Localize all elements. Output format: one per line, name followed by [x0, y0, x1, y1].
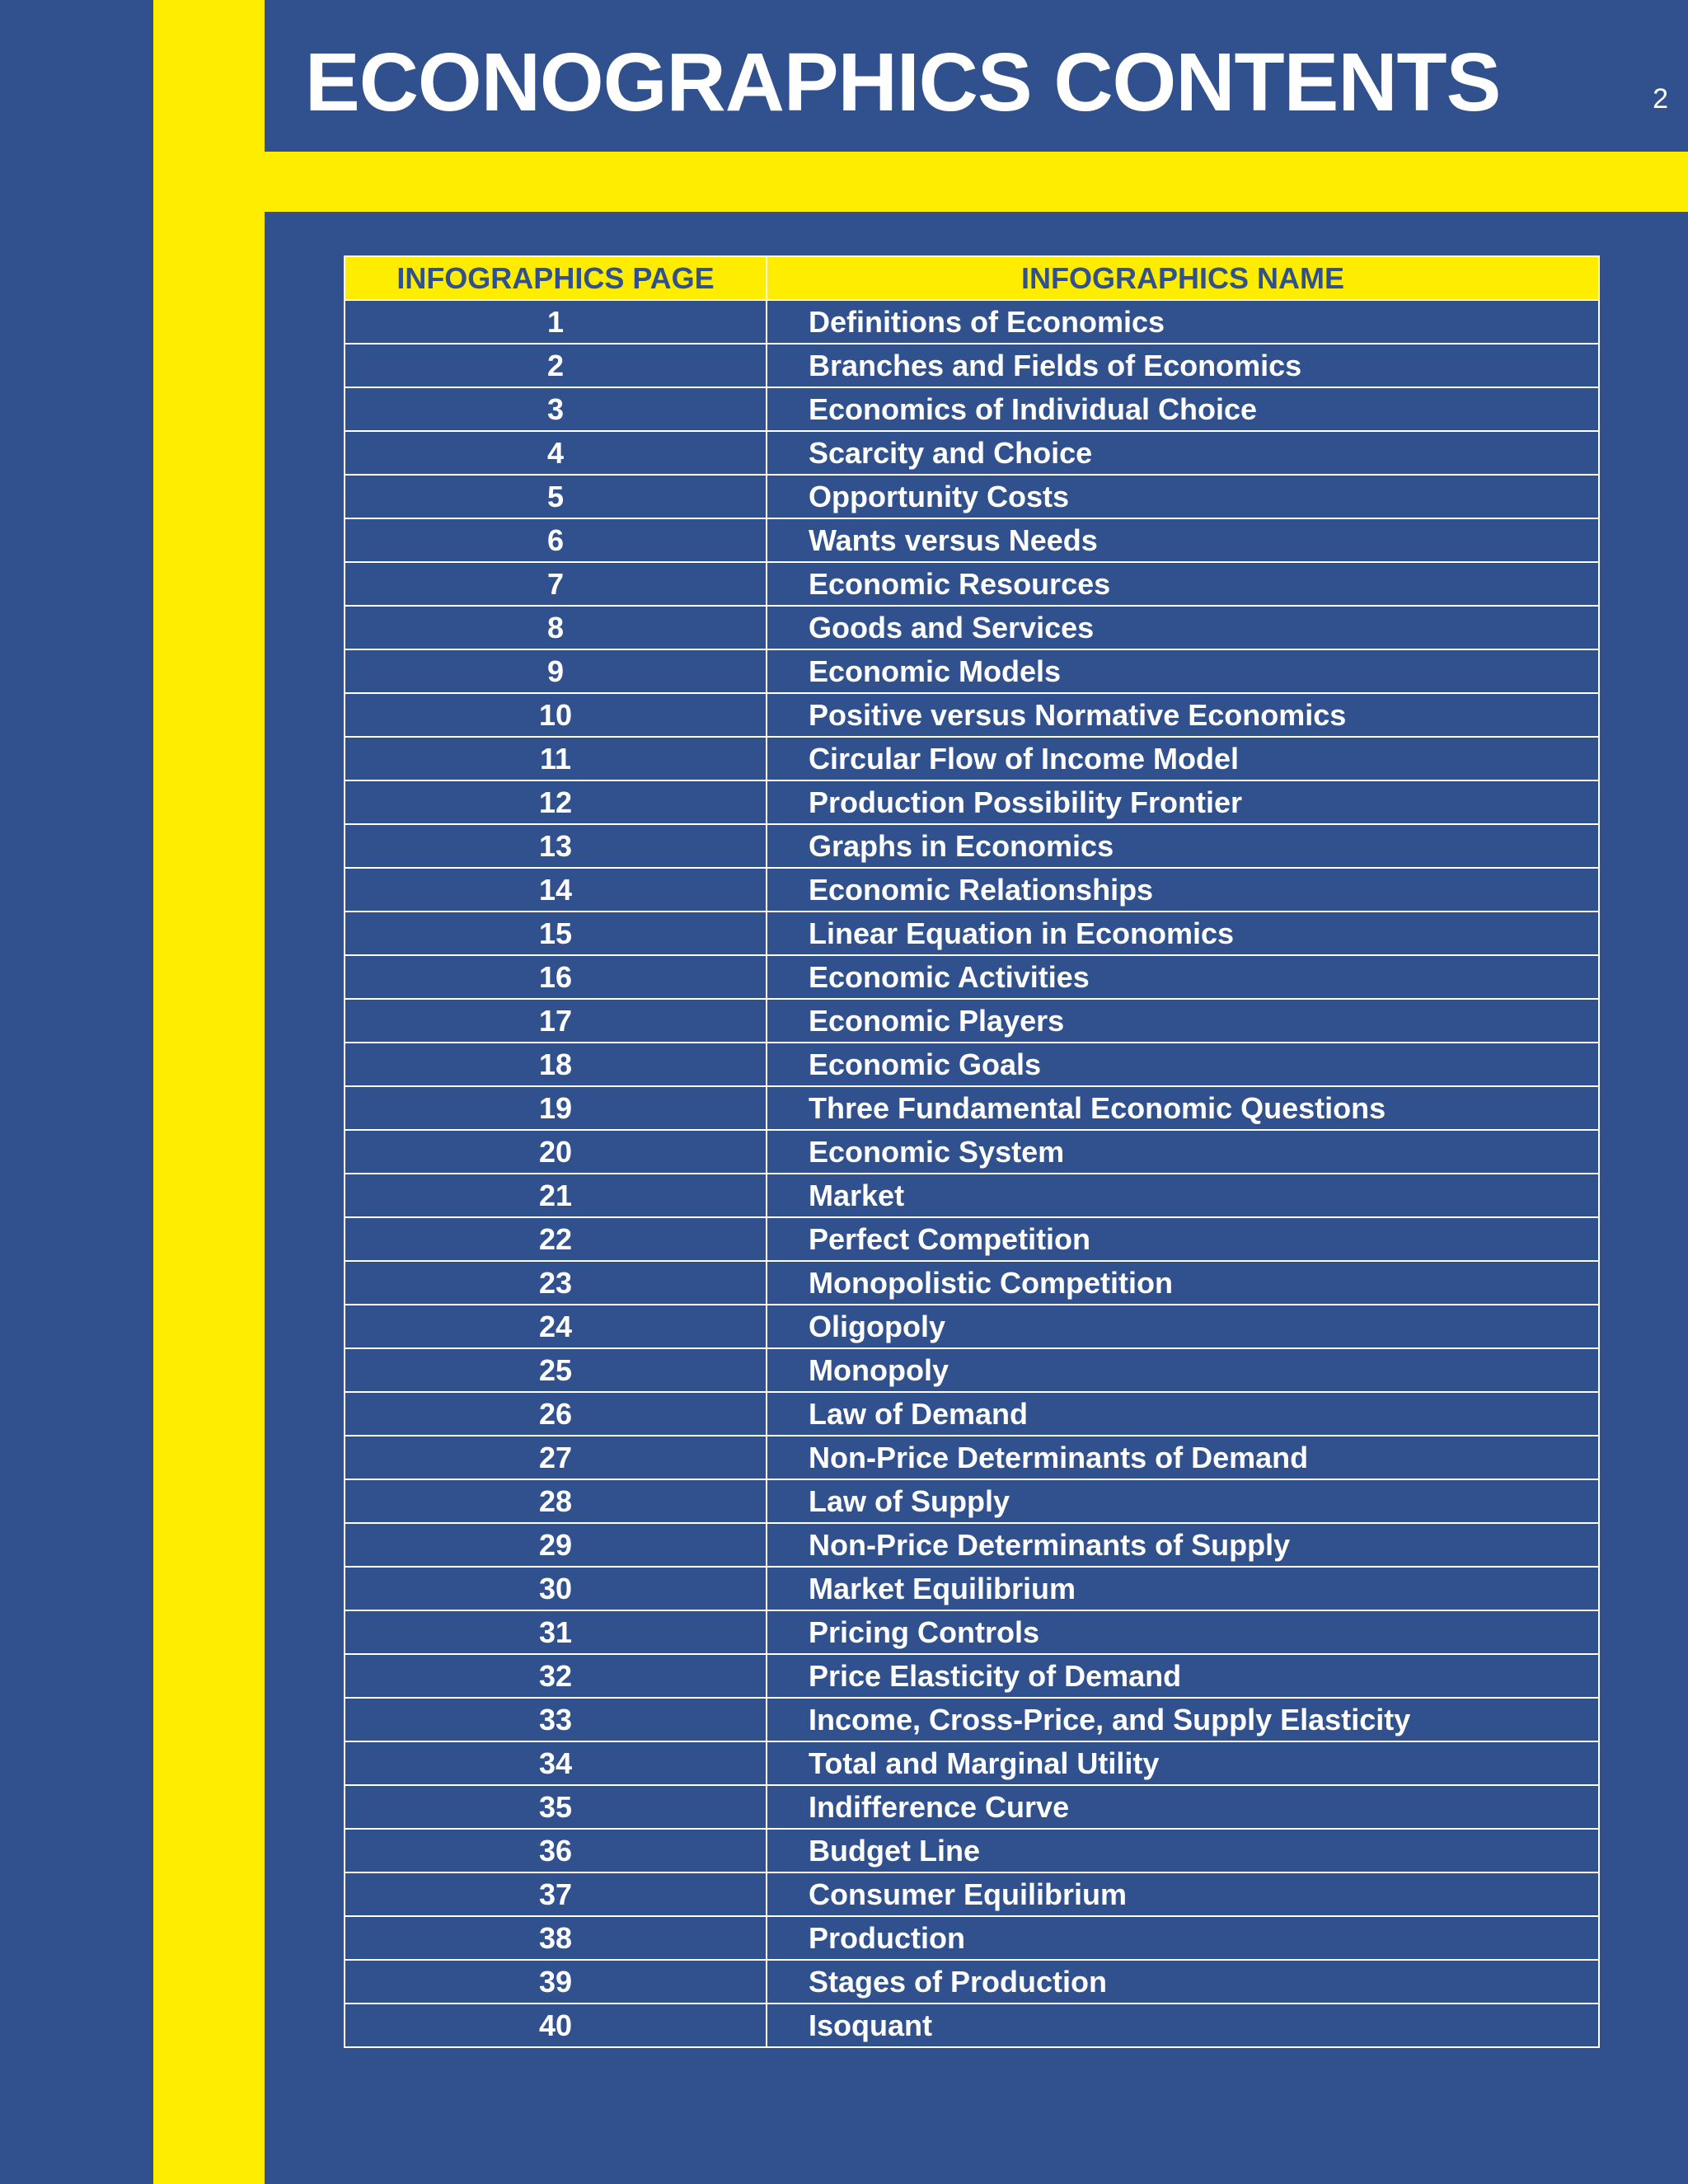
row-page-number: 6 — [345, 518, 767, 562]
row-page-number: 3 — [345, 387, 767, 431]
table-row — [345, 431, 1599, 475]
row-page-number: 8 — [345, 606, 767, 649]
row-infographic-name: Economic Resources — [767, 562, 1599, 606]
table-row — [345, 562, 1599, 606]
table-body — [345, 300, 1599, 2047]
row-infographic-name: Economic Relationships — [767, 868, 1599, 912]
row-infographic-name: Law of Demand — [767, 1392, 1599, 1436]
row-infographic-name: Production — [767, 1916, 1599, 1960]
row-page-number: 17 — [345, 999, 767, 1043]
table-row — [345, 1567, 1599, 1610]
table-row — [345, 387, 1599, 431]
row-infographic-name: Income, Cross-Price, and Supply Elasticity — [767, 1698, 1599, 1741]
row-infographic-name: Economic Goals — [767, 1043, 1599, 1086]
table-row — [345, 1872, 1599, 1916]
table-row — [345, 1392, 1599, 1436]
table-row — [345, 1174, 1599, 1217]
row-page-number: 25 — [345, 1348, 767, 1392]
left-yellow-stripe — [153, 0, 265, 2184]
row-page-number: 7 — [345, 562, 767, 606]
column-header-name: INFOGRAPHICS NAME — [767, 256, 1599, 300]
table-row — [345, 300, 1599, 344]
row-page-number: 34 — [345, 1741, 767, 1785]
row-page-number: 22 — [345, 1217, 767, 1261]
row-infographic-name: Economic Models — [767, 649, 1599, 693]
row-infographic-name: Total and Marginal Utility — [767, 1741, 1599, 1785]
row-infographic-name: Economic Players — [767, 999, 1599, 1043]
table-row — [345, 1479, 1599, 1523]
table-row — [345, 518, 1599, 562]
row-page-number: 38 — [345, 1916, 767, 1960]
row-page-number: 30 — [345, 1567, 767, 1610]
row-infographic-name: Definitions of Economics — [767, 300, 1599, 344]
row-infographic-name: Opportunity Costs — [767, 475, 1599, 518]
row-infographic-name: Law of Supply — [767, 1479, 1599, 1523]
row-page-number: 32 — [345, 1654, 767, 1698]
table-row — [345, 1785, 1599, 1829]
row-page-number: 36 — [345, 1829, 767, 1872]
table-row — [345, 475, 1599, 518]
row-page-number: 14 — [345, 868, 767, 912]
row-page-number: 12 — [345, 780, 767, 824]
table-row — [345, 1305, 1599, 1348]
table-row — [345, 1086, 1599, 1130]
row-infographic-name: Non-Price Determinants of Demand — [767, 1436, 1599, 1479]
row-infographic-name: Production Possibility Frontier — [767, 780, 1599, 824]
row-page-number: 20 — [345, 1130, 767, 1174]
table-row — [345, 999, 1599, 1043]
row-page-number: 10 — [345, 693, 767, 737]
page-title: ECONOGRAPHICS CONTENTS — [305, 36, 1501, 129]
table-row — [345, 1698, 1599, 1741]
row-page-number: 28 — [345, 1479, 767, 1523]
header-yellow-band — [265, 152, 1688, 212]
row-page-number: 2 — [345, 344, 767, 387]
table-row — [345, 1043, 1599, 1086]
row-page-number: 37 — [345, 1872, 767, 1916]
row-infographic-name: Perfect Competition — [767, 1217, 1599, 1261]
table-row — [345, 955, 1599, 999]
row-page-number: 18 — [345, 1043, 767, 1086]
row-infographic-name: Isoquant — [767, 2004, 1599, 2047]
table-row — [345, 649, 1599, 693]
row-page-number: 19 — [345, 1086, 767, 1130]
row-infographic-name: Circular Flow of Income Model — [767, 737, 1599, 780]
row-page-number: 9 — [345, 649, 767, 693]
row-infographic-name: Linear Equation in Economics — [767, 912, 1599, 955]
row-page-number: 16 — [345, 955, 767, 999]
row-infographic-name: Economic System — [767, 1130, 1599, 1174]
row-page-number: 5 — [345, 475, 767, 518]
row-page-number: 39 — [345, 1960, 767, 2004]
row-infographic-name: Wants versus Needs — [767, 518, 1599, 562]
table-row — [345, 1829, 1599, 1872]
table-row — [345, 780, 1599, 824]
row-page-number: 1 — [345, 300, 767, 344]
table-row — [345, 344, 1599, 387]
row-infographic-name: Market — [767, 1174, 1599, 1217]
row-infographic-name: Market Equilibrium — [767, 1567, 1599, 1610]
row-page-number: 23 — [345, 1261, 767, 1305]
row-page-number: 27 — [345, 1436, 767, 1479]
row-infographic-name: Scarcity and Choice — [767, 431, 1599, 475]
table-row — [345, 737, 1599, 780]
row-infographic-name: Economic Activities — [767, 955, 1599, 999]
row-page-number: 26 — [345, 1392, 767, 1436]
table-row — [345, 1916, 1599, 1960]
row-infographic-name: Economics of Individual Choice — [767, 387, 1599, 431]
table-row — [345, 1654, 1599, 1698]
row-infographic-name: Stages of Production — [767, 1960, 1599, 2004]
row-infographic-name: Three Fundamental Economic Questions — [767, 1086, 1599, 1130]
row-infographic-name: Pricing Controls — [767, 1610, 1599, 1654]
table-row — [345, 1741, 1599, 1785]
row-infographic-name: Branches and Fields of Economics — [767, 344, 1599, 387]
table-row — [345, 606, 1599, 649]
row-page-number: 24 — [345, 1305, 767, 1348]
row-page-number: 40 — [345, 2004, 767, 2047]
row-infographic-name: Oligopoly — [767, 1305, 1599, 1348]
table-row — [345, 2004, 1599, 2047]
table-row — [345, 693, 1599, 737]
table-row — [345, 1130, 1599, 1174]
row-infographic-name: Budget Line — [767, 1829, 1599, 1872]
table-row — [345, 1523, 1599, 1567]
row-infographic-name: Monopolistic Competition — [767, 1261, 1599, 1305]
table-row — [345, 868, 1599, 912]
table-row — [345, 1436, 1599, 1479]
row-page-number: 4 — [345, 431, 767, 475]
contents-table — [344, 255, 1600, 2048]
row-page-number: 11 — [345, 737, 767, 780]
row-page-number: 29 — [345, 1523, 767, 1567]
table-row — [345, 1261, 1599, 1305]
page-number: 2 — [1653, 83, 1668, 115]
table-row — [345, 1348, 1599, 1392]
row-infographic-name: Consumer Equilibrium — [767, 1872, 1599, 1916]
table-row — [345, 1610, 1599, 1654]
row-infographic-name: Graphs in Economics — [767, 824, 1599, 868]
row-page-number: 15 — [345, 912, 767, 955]
row-infographic-name: Positive versus Normative Economics — [767, 693, 1599, 737]
row-infographic-name: Monopoly — [767, 1348, 1599, 1392]
table-row — [345, 912, 1599, 955]
row-page-number: 31 — [345, 1610, 767, 1654]
row-infographic-name: Price Elasticity of Demand — [767, 1654, 1599, 1698]
row-page-number: 13 — [345, 824, 767, 868]
row-page-number: 33 — [345, 1698, 767, 1741]
row-page-number: 21 — [345, 1174, 767, 1217]
row-infographic-name: Goods and Services — [767, 606, 1599, 649]
row-infographic-name: Indifference Curve — [767, 1785, 1599, 1829]
table-row — [345, 1960, 1599, 2004]
row-infographic-name: Non-Price Determinants of Supply — [767, 1523, 1599, 1567]
table-header-row — [345, 256, 1599, 300]
table-row — [345, 824, 1599, 868]
table-row — [345, 1217, 1599, 1261]
row-page-number: 35 — [345, 1785, 767, 1829]
column-header-page: INFOGRAPHICS PAGE — [345, 256, 767, 300]
